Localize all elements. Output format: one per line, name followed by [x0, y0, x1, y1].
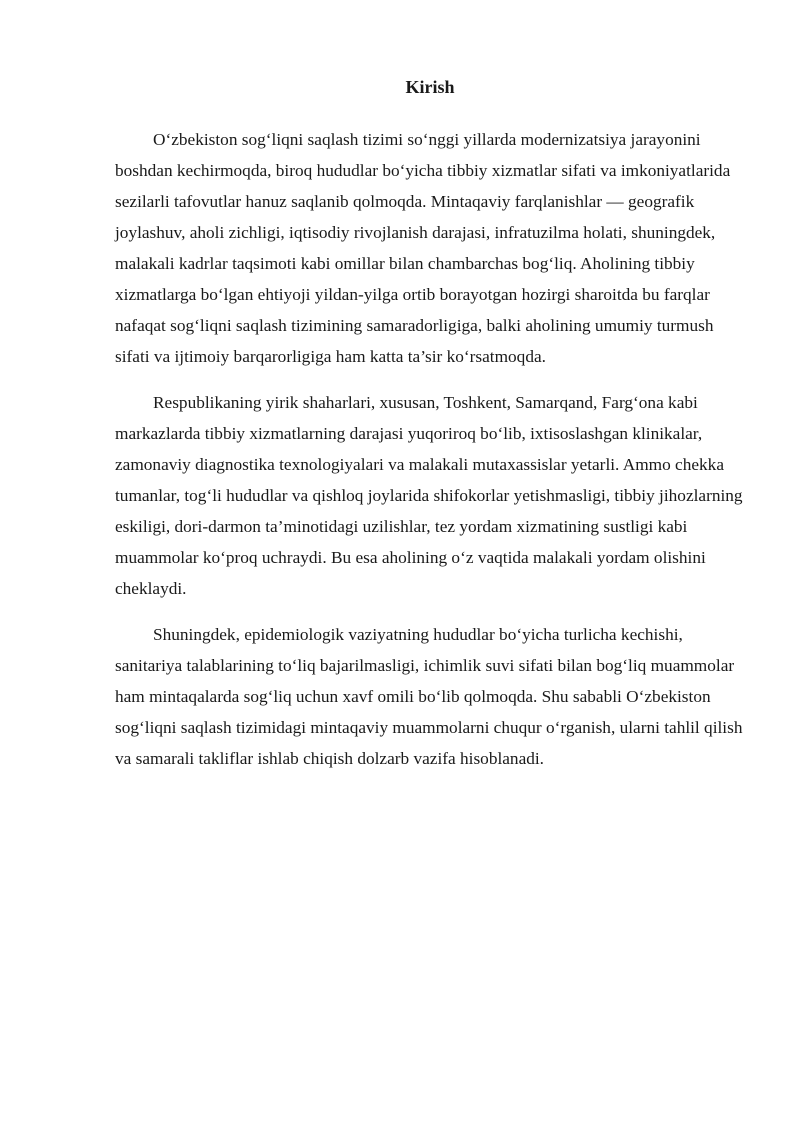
document-body [115, 74, 745, 789]
paragraph-2: Respublikaning yirik shaharlari, xususan, Toshkent, Samarqand, Farg‘ona kabi markazlarda tibbiy xizmatlarning darajasi yuqoriroq bo‘lib, ixtisoslashgan klinikalar, zamonaviy diagnostika texnologiyalari va malakali mutaxassislar yetarli. Ammo chekka tumanlar, tog‘li hududlar va qishloq joylarida shifokorlar yetishmasligi, tibbiy jihozlarning eskiligi, dori-darmon ta’minotidagi uzilishlar, tez yordam xizmatining sustligi kabi muammolar ko‘proq uchraydi. Bu esa aholining o‘z vaqtida malakali yordam olishini cheklaydi. [115, 393, 743, 598]
paragraph-3: Shuningdek, epidemiologik vaziyatning hududlar bo‘yicha turlicha kechishi, sanitariya talablarining to‘liq bajarilmasligi, ichimlik suvi sifati bilan bog‘liq muammolar ham mintaqalarda sog‘liq uchun xavf omili bo‘lib qolmoqda. Shu sababli O‘zbekiston sog‘liqni saqlash tizimidagi mintaqaviy muammolarni chuqur o‘rganish, ularni tahlil qilish va samarali takliflar ishlab chiqish dolzarb vazifa hisoblanadi. [115, 625, 743, 768]
document-title: Kirish [405, 77, 455, 97]
paragraph-1: O‘zbekiston sog‘liqni saqlash tizimi so‘nggi yillarda modernizatsiya jarayonini boshdan kechirmoqda, biroq hududlar bo‘yicha tibbiy xizmatlar sifati va imkoniyatlarida sezilarli tafovutlar hanuz saqlanib qolmoqda. Mintaqaviy farqlanishlar — geografik joylashuv, aholi zichligi, iqtisodiy rivojlanish darajasi, infratuzilma holati, shuningdek, malakali kadrlar taqsimoti kabi omillar bilan chambarchas bog‘liq. Aholining tibbiy xizmatlarga bo‘lgan ehtiyoji yildan-yilga ortib borayotgan hozirgi sharoitda bu farqlar nafaqat sog‘liqni saqlash tizimining samaradorligiga, balki aholining umumiy turmush sifati va ijtimoiy barqarorligiga ham katta ta’sir ko‘rsatmoqda. [115, 130, 731, 366]
